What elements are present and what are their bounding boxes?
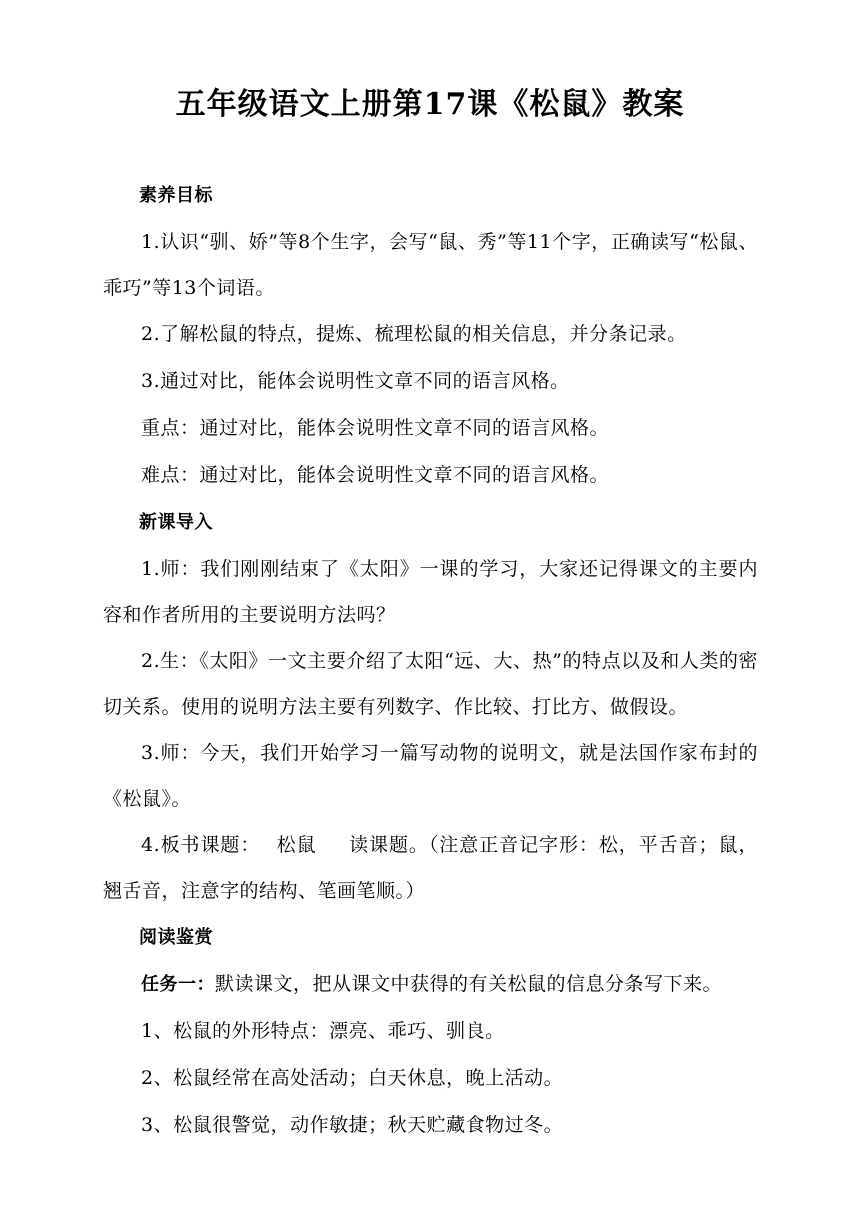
board-prefix: 4.板书课题：: [141, 834, 261, 856]
task-one-label: 任务一：: [141, 974, 215, 995]
reading-item-1: 1、松鼠的外形特点：漂亮、乖巧、驯良。: [141, 1020, 505, 1042]
document-body: [103, 172, 758, 1149]
intro-item-2: 2.生：《太阳》一文主要介绍了太阳“远、大、热”的特点以及和人类的密切关系。使用的说明方法主要有列数字、作比较、打比方、做假设。: [103, 650, 758, 718]
goal-item-1: 1.认识“驯、娇”等8个生字，会写“鼠、秀”等11个字，正确读写“松鼠、乖巧”等13个词语。: [103, 231, 758, 299]
goal-item-2: 2.了解松鼠的特点，提炼、梳理松鼠的相关信息，并分条记录。: [141, 323, 687, 345]
section-heading-goals: 素养目标: [139, 185, 213, 206]
document-title: 五年级语文上册第17课《松鼠》教案: [175, 87, 685, 122]
task-one: [103, 961, 758, 1008]
intro-item-3: 3.师：今天，我们开始学习一篇写动物的说明文，就是法国作家布封的《松鼠》。: [103, 742, 758, 810]
section-heading-reading: 阅读鉴赏: [139, 927, 213, 948]
board-rest: 读课题。（注意正音记字形：松，平舌音；鼠，翘舌音，注意字的结构、笔画笔顺。）: [103, 834, 758, 902]
task-one-text: 默读课文，把从课文中获得的有关松鼠的信息分条写下来。: [215, 973, 723, 995]
intro-item-1: 1.师：我们刚刚结束了《太阳》一课的学习，大家还记得课文的主要内容和作者所用的主要说明方法吗？: [103, 558, 758, 626]
key-point: 重点：通过对比，能体会说明性文章不同的语言风格。: [141, 417, 610, 439]
board-topic: 松鼠: [276, 834, 317, 856]
reading-item-2: 2、松鼠经常在高处活动；白天休息，晚上活动。: [141, 1067, 564, 1089]
intro-item-4: [103, 822, 758, 914]
reading-item-3: 3、松鼠很警觉，动作敏捷；秋天贮藏食物过冬。: [141, 1114, 564, 1136]
difficult-point: 难点：通过对比，能体会说明性文章不同的语言风格。: [141, 464, 610, 486]
section-heading-intro: 新课导入: [139, 512, 213, 533]
goal-item-3: 3.通过对比，能体会说明性文章不同的语言风格。: [141, 370, 570, 392]
